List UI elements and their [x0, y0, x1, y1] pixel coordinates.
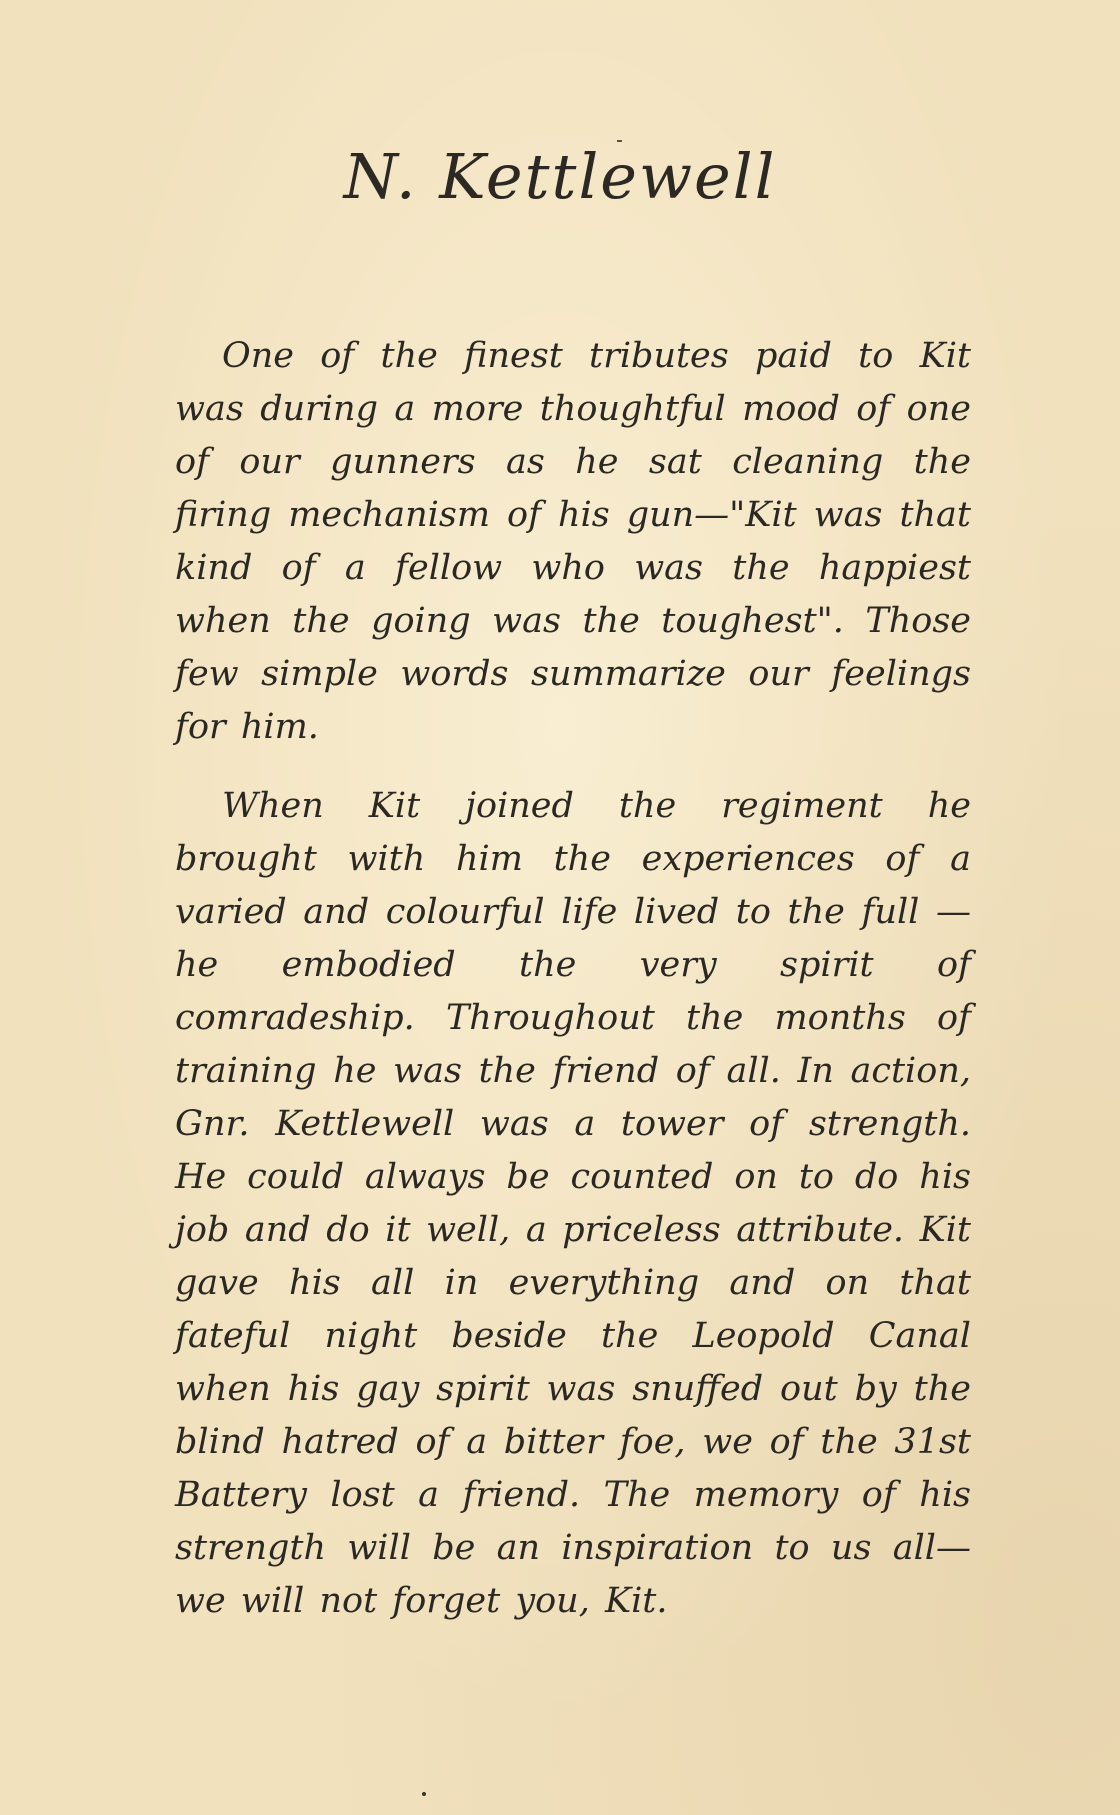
tribute-body — [175, 330, 971, 1628]
ink-speck — [422, 1792, 426, 1796]
tribute-paragraph-2: When Kit joined the regiment he brought with him the experiences of a varied and colourful life lived to the full —he embodied the very spirit of comradeship. Throughout the months of training he was the friend of all. In action, Gnr. Kettlewell was a tower of strength. He could always be counted on to do his job and do it well, a priceless attribute. Kit gave his all in everything and on that fateful night beside the Leopold Canal when his gay spirit was snuffed out by the blind hatred of a bitter foe, we of the 31st Battery lost a friend. The memory of his strength will be an inspiration to us all—we will not forget you, Kit. — [175, 786, 971, 1621]
tribute-paragraph-1: One of the finest tributes paid to Kit was during a more thoughtful mood of one of our gunners as he sat cleaning the firing mechanism of his gun—"Kit was that kind of a fellow who was the happiest when the going was the toughest". Those few simple words summarize our feelings for him. — [175, 336, 971, 747]
memorial-title: N. Kettlewell — [343, 140, 777, 213]
